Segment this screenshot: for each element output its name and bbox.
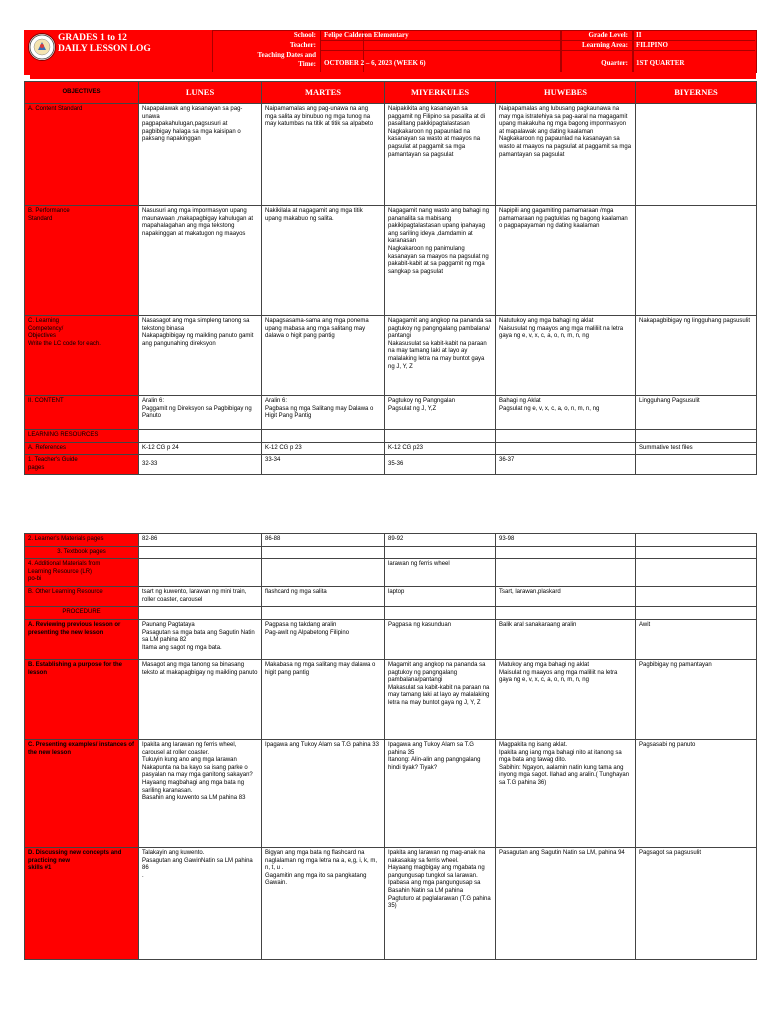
header-banner xyxy=(24,30,756,75)
table-cell: Napapalawak ang kasanayan sa pag-unawa pagpapakahulugan,pagsusuri at pagbibigay halaga sa mga kaisipan o paksang napakinggan xyxy=(139,104,262,206)
table-cell: 82-86 xyxy=(139,534,262,547)
table-cell: Napagsasama-sama ang mga ponema upang mabasa ang mga salitang may dalawa o higit pang pantig xyxy=(262,316,385,396)
table-cell: Aralin 6: Pagbasa ng mga Salitang may Dalawa o Higit Pang Pantig xyxy=(262,396,385,430)
table-cell: 36-37 xyxy=(496,455,636,475)
table-cell: Magpakita ng isang aklat. Ipakita ang iang mga bahagi nito at itanong sa mga bata ang tawag dito. Sabihin: Ngayon, aalamin natin kung tama ang inyong mga sagot. Ilahad ang aralin.( Tunghayan sa T.G pahina 36) xyxy=(496,739,636,847)
row-label: C. Learning Competency/ Objectives Write the LC code for each. xyxy=(25,316,139,396)
header-divider xyxy=(320,50,755,51)
table-cell: 89-92 xyxy=(385,534,496,547)
lesson-table-2 xyxy=(24,533,757,960)
table-cell: Naipapamalas ang lubusang pagkaunawa na may mga istratehiya sa pag-aaral na magagamit upang makakuha ng mga bagong impormasyon at mapalawak ang dating kaalaman Nagkakaroon ng papaunlad na kasanayan sa wasto at maayos na pagsulat at paggamit sa mga pamantayan sa pagsulat xyxy=(496,104,636,206)
table-cell: 35-36 xyxy=(385,455,496,475)
table-row xyxy=(25,559,757,587)
row-label: 3. Textbook pages xyxy=(25,546,139,559)
table-cell: Tsart, larawan,plaskard xyxy=(496,587,636,607)
table-cell: larawan ng ferris wheel xyxy=(385,559,496,587)
table-cell: Nasusuri ang mga impormasyon upang maunawaan ,makapagbigay kahulugan at mapahalagahan ang mga tekstong napakinggan at makatugon ng maayos xyxy=(139,206,262,316)
table-row xyxy=(25,607,757,620)
title-line-2: DAILY LESSON LOG xyxy=(58,44,151,54)
table-row xyxy=(25,546,757,559)
day-header: MARTES xyxy=(262,82,385,104)
table-cell xyxy=(636,206,757,316)
area-value: FILIPINO xyxy=(636,41,668,49)
table-cell: Ipagawa ang Tukoy Alam sa T.G pahina 35 Itanong: Alin-alin ang pangngalang hindi tiyak? Tiyak? xyxy=(385,739,496,847)
table-cell: Awit xyxy=(636,619,757,659)
row-label: PROCEDURE xyxy=(25,607,139,620)
row-label: B. Performance Standard xyxy=(25,206,139,316)
table-cell: Bahagi ng Aklat Pagsulat ng e, v, x, c, a, o, n, m, n, ng xyxy=(496,396,636,430)
grade-label: Grade Level: xyxy=(588,31,628,39)
table-cell: Matukoy ang mga bahagi ng aklat Maisulat ng maayos ang mga maliliit na letra gaya ng e, v, x, c, a, o, n, m, n, ng xyxy=(496,659,636,739)
table-cell: Bigyan ang mga bata ng flashcard na naglalaman ng mga letra na a, e,g, i, k, m, n, t, u . Gagamitin ang mga ito sa pangkatang Gawain. xyxy=(262,847,385,959)
table-cell: Pasagutan ang Sagutin Natin sa LM, pahina 94 xyxy=(496,847,636,959)
table-cell: Talakayin ang kuwento. Pasagutan ang GawinNatin sa LM pahina 86 . xyxy=(139,847,262,959)
table-cell: Naipakikita ang kasanayan sa paggamit ng Filipino sa pasalita at di pasalitang pakikipagtalastasan Nagkakaroon ng papaunlad na kasanayan sa wasto at maayos na pagsulat at paggamit sa mga pamantayan sa pagsulat xyxy=(385,104,496,206)
day-header: MIYERKULES xyxy=(385,82,496,104)
table-row xyxy=(25,619,757,659)
row-label: B. Establishing a purpose for the lesson xyxy=(25,659,139,739)
table-cell: Nagagamit ang angkop na pananda sa pagtukoy ng pangngalang pambalana/ pantangi Nakasusulat sa kabit-kabit na paraan na may tamang laki at layo ay malalaking letra na may buntot gaya ng J, Y, Z xyxy=(385,316,496,396)
table-cell: Ipakita ang larawan ng mag-anak na nakasakay sa ferris wheel. Hayaang magbigay ang mgabata ng pangungusap tungkol sa larawan. Ipabasa ang mga pangungusap sa Basahin Natin sa LM pahina Pagtuturo at paglalarawan (T.G pahina 35) xyxy=(385,847,496,959)
table-cell: laptop xyxy=(385,587,496,607)
table-cell xyxy=(636,587,757,607)
table-cell xyxy=(496,559,636,587)
table-cell xyxy=(385,546,496,559)
table-cell: Makabasa ng mga salitang may dalawa o higit pang pantig xyxy=(262,659,385,739)
table-row xyxy=(25,847,757,959)
row-label: B. Other Learning Resource xyxy=(25,587,139,607)
table-cell: 33-34 xyxy=(262,455,385,475)
table-cell xyxy=(496,546,636,559)
table-cell: Masagot ang mga tanong sa binasang teksto at makapagbigay ng maikling panuto xyxy=(139,659,262,739)
teacher-label: Teacher: xyxy=(289,41,316,49)
table-cell xyxy=(262,559,385,587)
header-strip xyxy=(30,72,756,79)
table-row xyxy=(25,442,757,455)
table-row xyxy=(25,316,757,396)
dates-value: OCTOBER 2 – 6, 2023 (WEEK 6) xyxy=(324,59,426,67)
row-label: 2. Learner's Materials pages xyxy=(25,534,139,547)
table-cell: 86-88 xyxy=(262,534,385,547)
table-cell xyxy=(636,104,757,206)
table-cell: Pagtukoy ng Pangngalan Pagsulat ng J, Y,Z xyxy=(385,396,496,430)
day-header: HUWEBES xyxy=(496,82,636,104)
deped-seal-icon xyxy=(28,33,56,61)
row-label: A. Reviewing previous lesson or presenting the new lesson xyxy=(25,619,139,659)
school-value: Felipe Calderon Elementary xyxy=(324,31,409,39)
row-label: C. Presenting examples/ instances of the new lesson xyxy=(25,739,139,847)
log-title xyxy=(58,33,151,55)
row-label: 4. Additional Materials from Learning Resource (LR) po-bi xyxy=(25,559,139,587)
table-cell xyxy=(636,455,757,475)
table-cell xyxy=(139,546,262,559)
header-divider xyxy=(320,40,755,41)
row-label: 1. Teacher's Guide pages xyxy=(25,455,139,475)
table-cell: Balik aral sanakaraang aralin xyxy=(496,619,636,659)
table-cell: Pagsagot sa pagsusulit xyxy=(636,847,757,959)
dates-label-2: Time: xyxy=(298,60,316,68)
table-cell: Pagbibigay ng pamantayan xyxy=(636,659,757,739)
table-row xyxy=(25,206,757,316)
day-header: LUNES xyxy=(139,82,262,104)
table-cell: Aralin 6: Paggamit ng Direksyon sa Pagbibigay ng Panuto xyxy=(139,396,262,430)
table-cell xyxy=(496,442,636,455)
objectives-header: OBJECTIVES xyxy=(25,82,139,104)
table-cell: Lingguhang Pagsusulit xyxy=(636,396,757,430)
table-cell: tsart ng kuwento, larawan ng mini train, roller coaster, carousel xyxy=(139,587,262,607)
school-label: School: xyxy=(293,31,316,39)
table-row xyxy=(25,587,757,607)
table-row xyxy=(25,430,757,443)
title-line-1: GRADES 1 to 12 xyxy=(58,33,127,43)
table-cell xyxy=(139,559,262,587)
area-label: Learning Area: xyxy=(582,41,628,49)
table-cell: Pagpasa ng kasunduan xyxy=(385,619,496,659)
lesson-table-1 xyxy=(24,81,757,475)
table-cell: K-12 CG p 24 xyxy=(139,442,262,455)
table-row xyxy=(25,396,757,430)
table-cell: flashcard ng mga salita xyxy=(262,587,385,607)
table-row xyxy=(25,104,757,206)
table-cell: Nagagamit nang wasto ang bahagi ng pananalita sa mabisang pakikipagtalastasan upang ipahayag ang sariling ideya ,damdamin at karanasan Nagkakaroon ng panimulang kasanayan sa maayos na pagsulat ng pakabit-kabit at sa paggamit ng mga sangkap sa pagsulat xyxy=(385,206,496,316)
table-cell: Ipagawa ang Tukoy Alam sa T.G pahina 33 xyxy=(262,739,385,847)
table-cell: Pagpasa ng takdang aralin Pag-awit ng Alpabetong Filipino xyxy=(262,619,385,659)
row-label: II. CONTENT xyxy=(25,396,139,430)
table-cell: Naipamamalas ang pag-unawa na ang mga salita ay binubuo ng mga tunog na may katumbas na titik at titik sa alpabeto xyxy=(262,104,385,206)
table-cell: Paunang Pagtataya Pasagutan sa mga bata ang Sagutin Natin sa LM pahina 82 Itama ang sagot ng mga bata. xyxy=(139,619,262,659)
table-cell xyxy=(636,559,757,587)
table-cell: Ipakita ang larawan ng ferris wheel, carousel at roller coaster. Tukuyin kung ano ang mga larawan Nakapunta na ba kayo sa isang parke o pasyalan na may mga ganitong sakayan? Hayaang magbahagi ang mga bata ng sariling karanasan. Basahin ang kuwento sa LM pahina 83 xyxy=(139,739,262,847)
table-cell: Nasasagot ang mga simpleng tanong sa tekstong binasa Nakapagbibigay ng maikling panuto gamit ang pangunahing direksyon xyxy=(139,316,262,396)
table-cell: 93-98 xyxy=(496,534,636,547)
table-row xyxy=(25,659,757,739)
dates-label-1: Teaching Dates and xyxy=(257,51,316,59)
table-cell: Natutukoy ang mga bahagi ng aklat Naisusulat ng maayos ang mga maliliit na letra gaya ng e, v, x, c, a, o, n, m, n, ng xyxy=(496,316,636,396)
table-cell: 32-33 xyxy=(139,455,262,475)
row-label: D. Discussing new concepts and practicing new skills #1 xyxy=(25,847,139,959)
table-cell: Nakapagbibigay ng lingguhang pagsusulit xyxy=(636,316,757,396)
day-header: BIYERNES xyxy=(636,82,757,104)
table-row xyxy=(25,739,757,847)
table-cell: K-12 CG p23 xyxy=(385,442,496,455)
row-label: A. Content Standard xyxy=(25,104,139,206)
table-cell: K-12 CG p 23 xyxy=(262,442,385,455)
table-row xyxy=(25,455,757,475)
table-cell: Napipili ang gagamiting pamamaraan /mga pamamaraan ng pagtuklas ng bagong kaalaman o pagpapayaman ng dating kaalaman xyxy=(496,206,636,316)
quarter-value: 1ST QUARTER xyxy=(636,59,685,67)
table-cell xyxy=(262,546,385,559)
table-cell: Summative test files xyxy=(636,442,757,455)
quarter-label: Quarter: xyxy=(601,59,628,67)
table-cell: Nakikilala at nagagamit ang mga titik upang makabuo ng salita. xyxy=(262,206,385,316)
table-cell xyxy=(636,546,757,559)
table-cell: Pagsasabi ng panuto xyxy=(636,739,757,847)
table-row xyxy=(25,534,757,547)
row-label: LEARNING RESOURCES xyxy=(25,430,139,443)
row-label: A. References xyxy=(25,442,139,455)
table-cell: Magamit ang angkop na pananda sa pagtukoy ng pangngalang pambalana/pantangi Makasulat sa kabit-kabit na paraan na may tamang laki at layo ay malalaking letra na may buntot gaya ng J, Y, Z xyxy=(385,659,496,739)
grade-value: II xyxy=(636,31,642,39)
table-cell xyxy=(636,534,757,547)
